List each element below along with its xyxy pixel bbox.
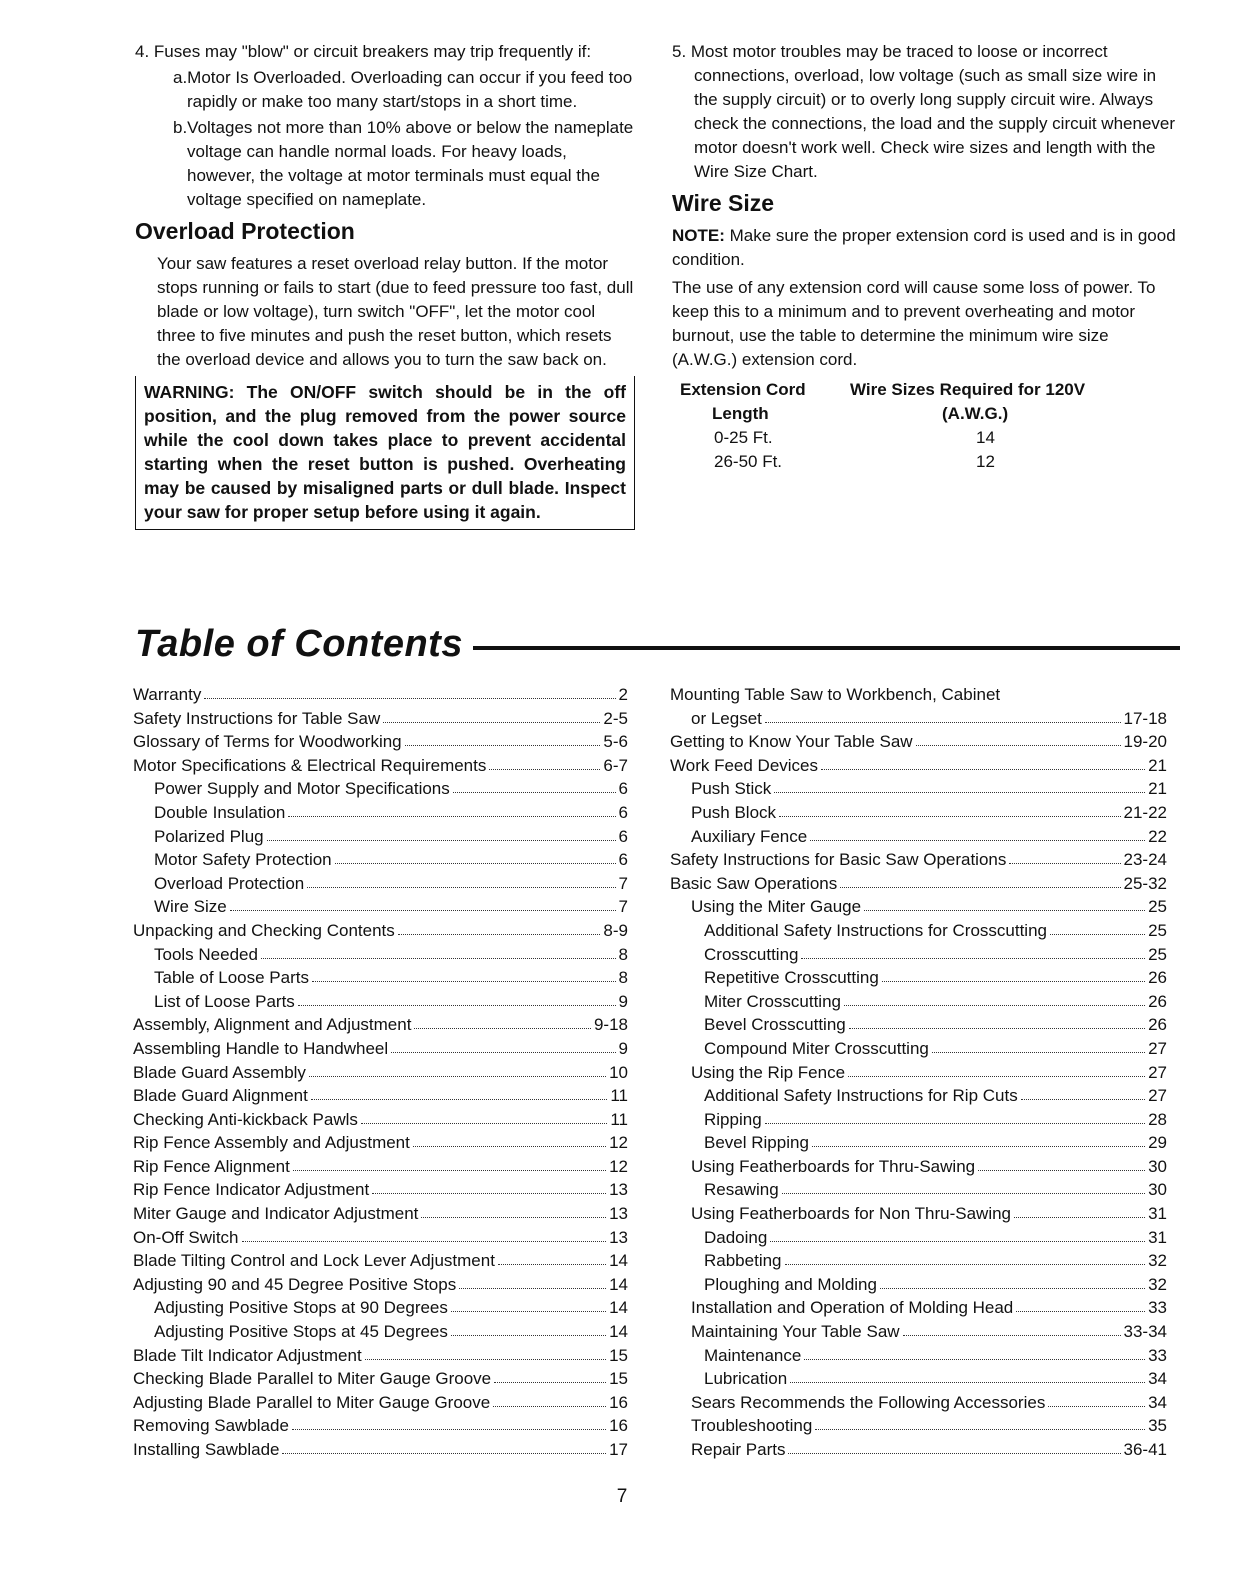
- dot-leader: [812, 1132, 1145, 1147]
- toc-entry-page: 2: [618, 685, 628, 704]
- toc-entry-label: Installing Sawblade: [133, 1440, 280, 1459]
- dot-leader: [1003, 685, 1164, 699]
- toc-entry-page: 17: [609, 1440, 628, 1459]
- toc-entry[interactable]: [133, 1296, 628, 1320]
- toc-entry[interactable]: [133, 1108, 628, 1132]
- dot-leader: [451, 1297, 606, 1312]
- dot-leader: [383, 708, 600, 723]
- toc-entry-page: 31: [1148, 1204, 1167, 1224]
- toc-entry-page: 26: [1148, 991, 1167, 1011]
- dot-leader: [288, 802, 615, 817]
- toc-entry-label: Using the Miter Gauge: [691, 897, 862, 917]
- toc-entry-page: 9: [618, 991, 628, 1011]
- toc-entry[interactable]: [133, 1320, 628, 1344]
- toc-entry-page: 35: [1148, 1416, 1167, 1436]
- dot-leader: [1048, 1392, 1145, 1407]
- toc-entry-page: 6-7: [603, 755, 628, 775]
- toc-header: [135, 622, 1180, 666]
- toc-entry-label: Double Insulation: [154, 802, 286, 822]
- toc-entry-label: Maintenance: [704, 1345, 802, 1365]
- toc-entry[interactable]: [133, 1391, 628, 1415]
- toc-entry-page: 33: [1148, 1345, 1167, 1365]
- dot-leader: [398, 920, 601, 935]
- toc-entry-label: Adjusting 90 and 45 Degree Positive Stops: [133, 1274, 457, 1294]
- toc-entry[interactable]: [133, 1061, 628, 1085]
- toc-entry[interactable]: [670, 1344, 1167, 1368]
- col-subheader-length: Length: [712, 404, 769, 423]
- dot-leader: [282, 1439, 606, 1454]
- awg-cell: 14: [976, 428, 995, 447]
- toc-entry-page: 14: [609, 1322, 628, 1342]
- toc-entry-label: Assembly, Alignment and Adjustment: [133, 1015, 412, 1035]
- toc-entry-label: Maintaining Your Table Saw: [691, 1322, 900, 1342]
- note-label: NOTE:: [672, 226, 725, 245]
- toc-entry-label: Troubleshooting: [691, 1416, 813, 1436]
- dot-leader: [307, 873, 615, 888]
- overload-heading: Overload Protection: [135, 218, 355, 244]
- toc-entry-page: 17-18: [1123, 708, 1167, 728]
- toc-entry-label: Blade Guard Assembly: [133, 1062, 306, 1082]
- toc-entry[interactable]: [133, 1249, 628, 1273]
- dot-leader: [453, 778, 616, 793]
- toc-entry-page: 13: [609, 1227, 628, 1247]
- toc-entry[interactable]: [133, 1202, 628, 1226]
- toc-entry-page: 8: [618, 944, 628, 964]
- toc-entry-page: 6: [618, 802, 628, 822]
- awg-cell: 12: [976, 452, 995, 471]
- toc-entry[interactable]: [133, 919, 628, 943]
- toc-entry-page: 9: [618, 1038, 628, 1058]
- toc-entry-page: 16: [609, 1416, 628, 1436]
- length-cell: 0-25 Ft.: [714, 428, 773, 447]
- note: [672, 224, 1178, 272]
- dot-leader: [312, 967, 616, 982]
- table-row: [672, 450, 1178, 474]
- dot-leader: [765, 1109, 1145, 1124]
- dot-leader: [405, 731, 601, 746]
- toc-entry[interactable]: [133, 1013, 628, 1037]
- toc-entry[interactable]: [133, 872, 628, 896]
- toc-entry-page: 21-22: [1123, 802, 1167, 822]
- toc-entry[interactable]: [133, 730, 628, 754]
- toc-entry[interactable]: [670, 1320, 1167, 1344]
- toc-entry-label: Auxiliary Fence: [691, 826, 808, 846]
- toc-entry-page: 27: [1148, 1086, 1167, 1106]
- toc-entry-label: Adjusting Blade Parallel to Miter Gauge Groove: [133, 1392, 491, 1412]
- toc-entry-label: Compound Miter Crosscutting: [704, 1038, 929, 1058]
- toc-entry[interactable]: [670, 777, 1167, 801]
- toc-entry[interactable]: [133, 848, 628, 872]
- toc-entry[interactable]: [670, 943, 1167, 967]
- toc-entry-label: Repair Parts: [691, 1440, 786, 1459]
- toc-entry-label: Basic Saw Operations: [670, 873, 838, 893]
- toc-entry-label: Push Block: [691, 802, 777, 822]
- dot-leader: [292, 1415, 606, 1430]
- toc-entry-label: Power Supply and Motor Specifications: [154, 779, 450, 799]
- toc-entry-label: Additional Safety Instructions for Rip Cuts: [704, 1086, 1018, 1106]
- dot-leader: [498, 1250, 606, 1265]
- dot-leader: [361, 1109, 607, 1124]
- warning-box: WARNING: The ON/OFF switch should be in the off position, and the plug removed from the power source while the cool down takes place to prevent accidental starting when the reset button is pushed. Overheating may be caused by misaligned parts or dull blade. Inspect your saw for proper setup before using it again.: [135, 376, 635, 530]
- dot-leader: [298, 991, 616, 1006]
- toc-entry[interactable]: [670, 1367, 1167, 1391]
- dot-leader: [1009, 849, 1120, 864]
- toc-entry[interactable]: [133, 801, 628, 825]
- toc-entry[interactable]: [670, 966, 1167, 990]
- toc-entry[interactable]: [670, 1438, 1167, 1462]
- toc-entry-label: Work Feed Devices: [670, 755, 819, 775]
- dot-leader: [1016, 1297, 1145, 1312]
- dot-leader: [451, 1321, 606, 1336]
- toc-entry-label: Miter Gauge and Indicator Adjustment: [133, 1204, 419, 1224]
- dot-leader: [372, 1179, 606, 1194]
- table-row: [672, 426, 1178, 450]
- dot-leader: [365, 1345, 606, 1360]
- toc-entry-page: 34: [1148, 1369, 1167, 1389]
- toc-entry-page: 9-18: [593, 1015, 628, 1035]
- toc-entry-label: Using Featherboards for Non Thru-Sawing: [691, 1204, 1012, 1224]
- toc-entry-page: 15: [609, 1369, 628, 1389]
- toc-entry[interactable]: [670, 1013, 1167, 1037]
- toc-entry-label: Blade Tilt Indicator Adjustment: [133, 1345, 362, 1365]
- dot-leader: [916, 731, 1121, 746]
- toc-entry[interactable]: [670, 707, 1167, 731]
- toc-entry-label: Miter Crosscutting: [704, 991, 841, 1011]
- toc-entry[interactable]: [670, 1037, 1167, 1061]
- toc-entry-label: Blade Tilting Control and Lock Lever Adjustment: [133, 1251, 495, 1271]
- dot-leader: [801, 944, 1145, 959]
- toc-entry[interactable]: [670, 1084, 1167, 1108]
- toc-entry-label: Safety Instructions for Table Saw: [133, 708, 381, 728]
- toc-entry[interactable]: [670, 1226, 1167, 1250]
- toc-entry-label: Motor Safety Protection: [154, 850, 332, 870]
- toc-entry-label: Crosscutting: [704, 944, 799, 964]
- col-header-wire-sizes: Wire Sizes Required for 120V: [850, 380, 1086, 399]
- toc-entry[interactable]: [670, 1391, 1167, 1415]
- toc-entry[interactable]: [670, 1061, 1167, 1085]
- dot-leader: [309, 1062, 606, 1077]
- left-top-column: [135, 40, 635, 530]
- toc-entry-page: 25: [1148, 920, 1167, 940]
- toc-entry-label: Sears Recommends the Following Accessories: [691, 1392, 1046, 1412]
- dot-leader: [790, 1368, 1145, 1383]
- wire-table-subheader: [672, 402, 1178, 426]
- wire-text: The use of any extension cord will cause some loss of power. To keep this to a minimum and to prevent overheating and motor burnout, use the table to determine the minimum wire size (A.W.G.) extension cord.: [672, 278, 1156, 369]
- toc-entry[interactable]: [133, 1344, 628, 1368]
- toc-entry-page: 22: [1148, 826, 1167, 846]
- dot-leader: [882, 967, 1145, 982]
- wire-size-table: [672, 378, 1178, 474]
- toc-entry-label: Getting to Know Your Table Saw: [670, 732, 913, 752]
- toc-entry-page: 5-6: [603, 732, 628, 752]
- toc-entry-page: 26: [1148, 968, 1167, 988]
- toc-entry-label: Bevel Crosscutting: [704, 1015, 846, 1035]
- dot-leader: [810, 826, 1145, 841]
- toc-entry-page: 14: [609, 1274, 628, 1294]
- toc-entry-page: 28: [1148, 1109, 1167, 1129]
- toc-entry-label: Ripping: [704, 1109, 762, 1129]
- dot-leader: [261, 944, 616, 959]
- toc-entry-label: Mounting Table Saw to Workbench, Cabinet: [670, 685, 1001, 704]
- toc-entry-page: 33-34: [1123, 1322, 1167, 1342]
- dot-leader: [230, 896, 616, 911]
- toc-entry-label: Adjusting Positive Stops at 45 Degrees: [154, 1322, 448, 1342]
- toc-entry[interactable]: [670, 1202, 1167, 1226]
- toc-entry[interactable]: [133, 943, 628, 967]
- toc-entry[interactable]: [133, 825, 628, 849]
- toc-entry[interactable]: [133, 1178, 628, 1202]
- toc-entry-page: 25: [1148, 897, 1167, 917]
- dot-leader: [788, 1439, 1120, 1454]
- col-subheader-awg: (A.W.G.): [942, 404, 1009, 423]
- toc-entry[interactable]: [133, 1273, 628, 1297]
- toc-entry-page: 21: [1148, 779, 1167, 799]
- dot-leader: [311, 1085, 608, 1100]
- toc-entry-label: Assembling Handle to Handwheel: [133, 1038, 389, 1058]
- dot-leader: [880, 1274, 1145, 1289]
- dot-leader: [815, 1415, 1145, 1430]
- toc-title-rule: [453, 646, 1180, 650]
- dot-leader: [493, 1392, 606, 1407]
- toc-entry[interactable]: [133, 1155, 628, 1179]
- toc-entry-label: Motor Specifications & Electrical Requirements: [133, 755, 487, 775]
- length-cell: 26-50 Ft.: [714, 452, 783, 471]
- toc-entry-label: Ploughing and Molding: [704, 1274, 877, 1294]
- toc-entry-page: 8-9: [603, 920, 628, 940]
- toc-entry-label: Blade Guard Alignment: [133, 1086, 308, 1106]
- toc-entry-page: 6: [618, 826, 628, 846]
- toc-entry-label: Repetitive Crosscutting: [704, 968, 879, 988]
- toc-entry-label: Safety Instructions for Basic Saw Operations: [670, 850, 1007, 870]
- toc-entry-page: 30: [1148, 1156, 1167, 1176]
- toc-entry-page: 26: [1148, 1015, 1167, 1035]
- right-top-column: [672, 40, 1178, 474]
- dot-leader: [242, 1227, 607, 1242]
- dot-leader: [849, 1014, 1145, 1029]
- toc-entry-page: 27: [1148, 1038, 1167, 1058]
- toc-entry[interactable]: [670, 1108, 1167, 1132]
- dot-leader: [903, 1321, 1121, 1336]
- dot-leader: [335, 849, 616, 864]
- toc-entry[interactable]: [670, 1273, 1167, 1297]
- dot-leader: [932, 1038, 1145, 1053]
- toc-entry-page: 33: [1148, 1298, 1167, 1318]
- toc-entry[interactable]: [670, 825, 1167, 849]
- toc-entry[interactable]: [670, 990, 1167, 1014]
- toc-entry-label: Glossary of Terms for Woodworking: [133, 732, 402, 752]
- toc-entry-page: 32: [1148, 1251, 1167, 1271]
- toc-entry-label: Lubrication: [704, 1369, 788, 1389]
- dot-leader: [978, 1156, 1145, 1171]
- toc-entry-page: 7: [618, 897, 628, 917]
- toc-entry[interactable]: [133, 754, 628, 778]
- toc-entry[interactable]: [670, 1178, 1167, 1202]
- toc-entry-label: Bevel Ripping: [704, 1133, 809, 1153]
- toc-entry[interactable]: [133, 1438, 628, 1462]
- toc-right-column: [670, 683, 1167, 1462]
- toc-entry-page: 19-20: [1123, 732, 1167, 752]
- toc-entry-page: 29: [1148, 1133, 1167, 1153]
- toc-entry[interactable]: [133, 1367, 628, 1391]
- toc-entry-page: 11: [610, 1109, 628, 1129]
- toc-entry-label: Resawing: [704, 1180, 779, 1200]
- toc-entry-page: 14: [609, 1298, 628, 1318]
- toc-entry-page: 25-32: [1123, 873, 1167, 893]
- toc-entry[interactable]: [670, 1155, 1167, 1179]
- toc-entry-label: Checking Anti-kickback Pawls: [133, 1109, 358, 1129]
- toc-entry-page: 13: [609, 1180, 628, 1200]
- toc-entry[interactable]: [670, 919, 1167, 943]
- toc-entry-label: Rip Fence Assembly and Adjustment: [133, 1133, 410, 1153]
- dot-leader: [413, 1132, 606, 1147]
- toc-entry-label: or Legset: [691, 708, 762, 728]
- toc-entry-page: 12: [609, 1156, 628, 1176]
- toc-entry[interactable]: [133, 777, 628, 801]
- toc-entry[interactable]: [670, 801, 1167, 825]
- toc-entry-label: Warranty: [133, 685, 202, 704]
- toc-entry[interactable]: [133, 966, 628, 990]
- dot-leader: [267, 826, 616, 841]
- toc-entry-page: 36-41: [1123, 1440, 1167, 1459]
- item-4b: b.Voltages not more than 10% above or below the nameplate voltage can handle normal loads. For heavy loads, however, the voltage at motor terminals must equal the voltage specified on nameplate.: [173, 118, 634, 209]
- toc-entry-page: 15: [609, 1345, 628, 1365]
- toc-entry-label: List of Loose Parts: [154, 991, 295, 1011]
- dot-leader: [459, 1274, 606, 1289]
- dot-leader: [204, 684, 615, 699]
- toc-entry-label: Tools Needed: [154, 944, 258, 964]
- toc-entry[interactable]: [670, 730, 1167, 754]
- dot-leader: [293, 1156, 606, 1171]
- toc-entry-label: Wire Size: [154, 897, 227, 917]
- col-header-extension-cord: Extension Cord: [680, 380, 806, 399]
- toc-entry[interactable]: [133, 1037, 628, 1061]
- dot-leader: [765, 708, 1121, 723]
- toc-entry-label: Using Featherboards for Thru-Sawing: [691, 1156, 976, 1176]
- toc-entry[interactable]: [670, 1131, 1167, 1155]
- dot-leader: [848, 1062, 1145, 1077]
- toc-entry[interactable]: [670, 683, 1167, 707]
- wire-table-header: [672, 378, 1178, 402]
- wire-size-heading: Wire Size: [672, 190, 775, 216]
- toc-entry[interactable]: [133, 707, 628, 731]
- toc-entry[interactable]: [670, 848, 1167, 872]
- toc-entry-page: 25: [1148, 944, 1167, 964]
- dot-leader: [489, 755, 600, 770]
- item-5: 5. Most motor troubles may be traced to loose or incorrect connections, overload, low voltage (such as small size wire in the supply circuit) or to overly long supply circuit wire. Always check the connections, the load and the supply circuit whenever motor doesn't work well. Check wire sizes and length with the Wire Size Chart.: [672, 42, 1176, 181]
- dot-leader: [774, 778, 1145, 793]
- toc-entry-page: 34: [1148, 1392, 1167, 1412]
- dot-leader: [804, 1345, 1145, 1360]
- dot-leader: [1021, 1085, 1145, 1100]
- toc-entry-page: 27: [1148, 1062, 1167, 1082]
- dot-leader: [414, 1014, 591, 1029]
- page-number: 7: [616, 1486, 628, 1507]
- toc-entry[interactable]: [133, 1131, 628, 1155]
- dot-leader: [821, 755, 1145, 770]
- toc-entry-page: 16: [609, 1392, 628, 1412]
- toc-entry[interactable]: [133, 990, 628, 1014]
- toc-entry-page: 14: [609, 1251, 628, 1271]
- toc-entry[interactable]: [670, 1296, 1167, 1320]
- toc-entry-label: Rip Fence Indicator Adjustment: [133, 1180, 370, 1200]
- toc-entry-label: Overload Protection: [154, 873, 305, 893]
- toc-entry-label: Adjusting Positive Stops at 90 Degrees: [154, 1298, 448, 1318]
- dot-leader: [782, 1179, 1145, 1194]
- toc-entry-label: Rabbeting: [704, 1251, 782, 1271]
- dot-leader: [1050, 920, 1145, 935]
- dot-leader: [1014, 1203, 1145, 1218]
- toc-entry-label: Rip Fence Alignment: [133, 1156, 290, 1176]
- toc-entry[interactable]: [133, 683, 628, 707]
- toc-entry-page: 21: [1148, 755, 1167, 775]
- toc-entry-page: 2-5: [603, 708, 628, 728]
- dot-leader: [844, 991, 1145, 1006]
- dot-leader: [779, 802, 1120, 817]
- toc-entry-label: Unpacking and Checking Contents: [133, 920, 395, 940]
- note-text: Make sure the proper extension cord is used and is in good condition.: [672, 226, 1176, 269]
- toc-entry[interactable]: [670, 895, 1167, 919]
- toc-entry[interactable]: [670, 1249, 1167, 1273]
- toc-entry[interactable]: [670, 872, 1167, 896]
- toc-entry-label: Additional Safety Instructions for Crosscutting: [704, 920, 1047, 940]
- toc-entry-page: 6: [618, 779, 628, 799]
- toc-entry[interactable]: [133, 1414, 628, 1438]
- toc-entry-page: 30: [1148, 1180, 1167, 1200]
- dot-leader: [864, 896, 1145, 911]
- toc-entry-label: On-Off Switch: [133, 1227, 239, 1247]
- toc-entry[interactable]: [133, 1084, 628, 1108]
- toc-entry-label: Table of Loose Parts: [154, 968, 309, 988]
- toc-entry-label: Dadoing: [704, 1227, 768, 1247]
- toc-entry-label: Removing Sawblade: [133, 1416, 289, 1436]
- toc-entry-page: 13: [609, 1204, 628, 1224]
- toc-title: Table of Contents: [135, 622, 473, 666]
- overload-text: Your saw features a reset overload relay button. If the motor stops running or fails to start (due to feed pressure too fast, dull blade or low voltage), turn switch "OFF", let the motor cool three to five minutes and push the reset button, which resets the overload device and allows you to turn the saw back on.: [157, 254, 634, 369]
- toc-entry-page: 10: [609, 1062, 628, 1082]
- toc-entry-page: 23-24: [1123, 850, 1167, 870]
- dot-leader: [770, 1227, 1145, 1242]
- dot-leader: [421, 1203, 606, 1218]
- toc-entry-page: 11: [610, 1086, 628, 1106]
- dot-leader: [785, 1250, 1146, 1265]
- toc-entry-label: Checking Blade Parallel to Miter Gauge Groove: [133, 1369, 492, 1389]
- toc-entry-page: 31: [1148, 1227, 1167, 1247]
- dot-leader: [391, 1038, 615, 1053]
- toc-entry-label: Installation and Operation of Molding Head: [691, 1298, 1014, 1318]
- toc-entry-page: 7: [618, 873, 628, 893]
- toc-entry-page: 12: [609, 1133, 628, 1153]
- toc-entry[interactable]: [670, 754, 1167, 778]
- toc-entry[interactable]: [670, 1414, 1167, 1438]
- toc-entry-page: 32: [1148, 1274, 1167, 1294]
- toc-entry-label: Using the Rip Fence: [691, 1062, 846, 1082]
- toc-entry-page: 8: [618, 968, 628, 988]
- dot-leader: [494, 1368, 606, 1383]
- toc-entry[interactable]: [133, 1226, 628, 1250]
- toc-entry[interactable]: [133, 895, 628, 919]
- toc-entry-page: 6: [618, 850, 628, 870]
- toc-entry-label: Push Stick: [691, 779, 772, 799]
- item-4a: a.Motor Is Overloaded. Overloading can occur if you feed too rapidly or make too many start/stops in a short time.: [173, 68, 633, 111]
- dot-leader: [840, 873, 1120, 888]
- toc-entry-label: Polarized Plug: [154, 826, 264, 846]
- toc-left-column: [133, 683, 628, 1462]
- item-4: 4. Fuses may "blow" or circuit breakers may trip frequently if:: [135, 42, 592, 61]
